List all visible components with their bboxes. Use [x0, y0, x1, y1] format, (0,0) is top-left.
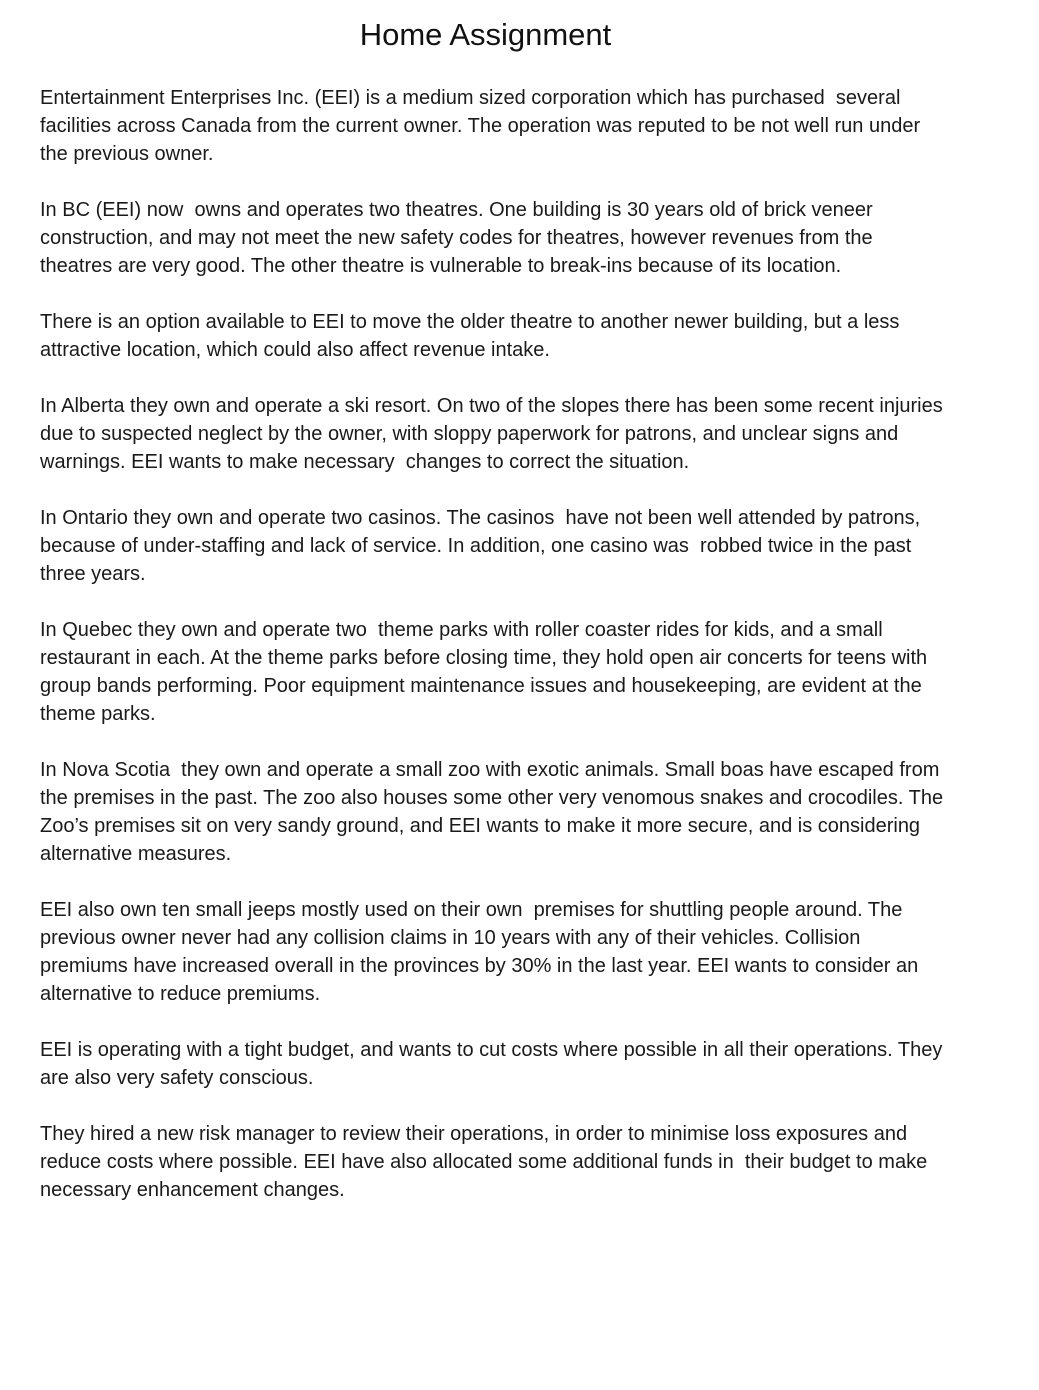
paragraph-risk-manager: They hired a new risk manager to review their operations, in order to minimise loss exposures and reduce costs where possible. EEI have also allocated some additional funds in their budget to make necessary enhancement changes.: [40, 1123, 933, 1201]
paragraph-bc-theatres: In BC (EEI) now owns and operates two theatres. One building is 30 years old of brick veneer construction, and may not meet the new safety codes for theatres, however revenues from the theatres are very good. The other theatre is vulnerable to break-ins because of its location.: [40, 199, 879, 277]
paragraph-theatre-option: There is an option available to EEI to move the older theatre to another newer building, but a less attractive location, which could also affect revenue intake.: [40, 311, 905, 361]
paragraph-quebec-theme-parks: In Quebec they own and operate two theme parks with roller coaster rides for kids, and a small restaurant in each. At the theme parks before closing time, they hold open air concerts for teens with group bands performing. Poor equipment maintenance issues and housekeeping, are evident at the theme parks.: [40, 619, 933, 725]
paragraph-alberta-ski-resort: In Alberta they own and operate a ski resort. On two of the slopes there has been some recent injuries due to suspected neglect by the owner, with sloppy paperwork for patrons, and unclear signs and warnings. EEI wants to make necessary changes to correct the situation.: [40, 395, 949, 473]
page-title: Home Assignment: [359, 17, 612, 52]
paragraph-budget: EEI is operating with a tight budget, and wants to cut costs where possible in all their operations. They are also very safety conscious.: [40, 1039, 948, 1089]
paragraph-ontario-casinos: In Ontario they own and operate two casinos. The casinos have not been well attended by patrons, because of under-staffing and lack of service. In addition, one casino was robbed twice in the past three years.: [40, 507, 926, 585]
paragraph-jeeps: EEI also own ten small jeeps mostly used on their own premises for shuttling people around. The previous owner never had any collision claims in 10 years with any of their vehicles. Collision premiums have increased overall in the provinces by 30% in the last year. EEI wants to consider an alternative to reduce premiums.: [40, 899, 924, 1005]
document-body: [40, 84, 949, 1232]
paragraph-intro: Entertainment Enterprises Inc. (EEI) is a medium sized corporation which has purchased several facilities across Canada from the current owner. The operation was reputed to be not well run under the previous owner.: [40, 87, 926, 165]
paragraph-nova-scotia-zoo: In Nova Scotia they own and operate a small zoo with exotic animals. Small boas have escaped from the premises in the past. The zoo also houses some other very venomous snakes and crocodiles. The Zoo’s premises sit on very sandy ground, and EEI wants to make it more secure, and is considering alternative measures.: [40, 759, 949, 865]
